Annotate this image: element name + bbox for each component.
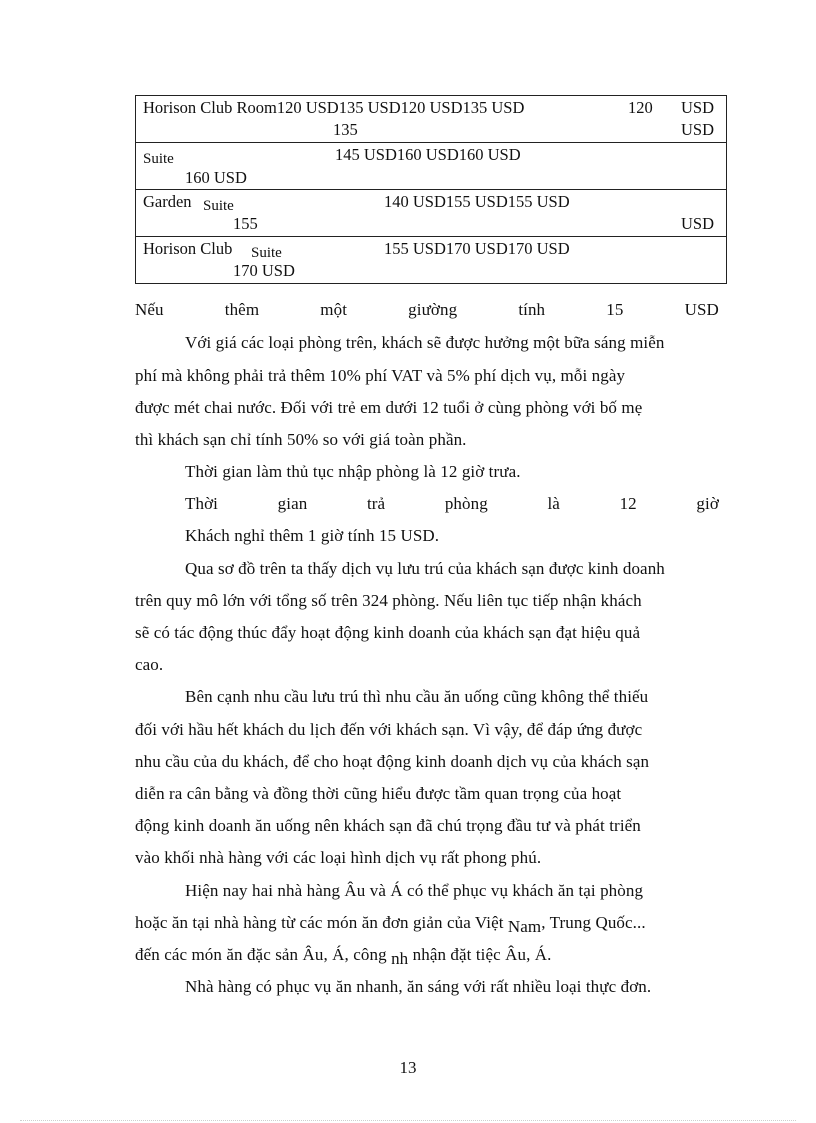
extra-hour-line: Khách nghỉ thêm 1 giờ tính 15 USD.: [185, 526, 440, 545]
paragraph-line: diễn ra cân bằng và đồng thời cũng hiểu được tầm quan trọng của hoạt: [135, 784, 622, 803]
currency-cell: USD: [681, 98, 715, 117]
word: giường: [408, 300, 458, 319]
room-name: Garden: [143, 192, 192, 211]
paragraph-line: động kinh doanh ăn uống nên khách sạn đã chú trọng đầu tư và phát triển: [135, 816, 641, 835]
word: trả: [366, 494, 386, 513]
room-name: Suite: [143, 151, 174, 167]
text-run: hoặc ăn tại nhà hàng từ các món ăn đơn giản của Việt: [135, 913, 508, 932]
paragraph-line: sẽ có tác động thúc đẩy hoạt động kinh doanh của khách sạn đạt hiệu quả: [135, 623, 641, 642]
table-row: [136, 189, 726, 236]
table-row: [136, 96, 726, 142]
word: một: [320, 300, 348, 319]
paragraph-line: Với giá các loại phòng trên, khách sẽ được hưởng một bữa sáng miễn: [185, 333, 665, 352]
price-cell: 135: [333, 120, 358, 139]
checkout-line: [185, 494, 719, 514]
paragraph-line: [135, 913, 719, 936]
price-list: 140 USD155 USD155 USD: [384, 192, 570, 211]
price-cell: 170 USD: [233, 261, 295, 280]
price-list: 155 USD170 USD170 USD: [384, 239, 570, 258]
text-run: nhận đặt tiệc Âu, Á.: [408, 945, 552, 964]
paragraph-line: nhu cầu của du khách, để cho hoạt động kinh doanh dịch vụ của khách sạn: [135, 752, 650, 771]
extra-bed-line: [135, 300, 719, 320]
table-row: [136, 236, 726, 283]
row-text: Horison Club Room120 USD135 USD120 USD135 USD: [143, 98, 525, 117]
price-list: 145 USD160 USD160 USD: [335, 145, 521, 164]
price-cell: 155: [233, 214, 258, 233]
room-name: Horison Club: [143, 239, 233, 258]
word: 15: [606, 300, 624, 319]
paragraph-line: [135, 945, 719, 968]
word: USD: [684, 300, 719, 319]
room-price-table: [135, 95, 727, 284]
room-name-part: Suite: [251, 245, 282, 261]
table-row: [136, 142, 726, 189]
text-run: nh: [391, 949, 409, 968]
word: 12: [619, 494, 637, 513]
paragraph-line: vào khối nhà hàng với các loại hình dịch vụ rất phong phú.: [135, 848, 542, 867]
currency-cell: USD: [681, 214, 715, 233]
room-name-part: Suite: [203, 198, 234, 214]
word: Nếu: [135, 300, 164, 319]
word: thêm: [224, 300, 260, 319]
page-number: 13: [399, 1058, 417, 1077]
checkin-line: Thời gian làm thủ tục nhập phòng là 12 giờ trưa.: [185, 462, 521, 481]
price-cell: 160 USD: [185, 168, 247, 187]
page-bottom-rule: [20, 1120, 796, 1121]
text-run: đến các món ăn đặc sản Âu, Á, công: [135, 945, 392, 964]
currency-cell: USD: [681, 120, 715, 139]
paragraph-line: Qua sơ đồ trên ta thấy dịch vụ lưu trú của khách sạn được kinh doanh: [185, 559, 665, 578]
word: phòng: [444, 494, 488, 513]
price-cell: 120: [628, 98, 653, 117]
word: Thời: [185, 494, 218, 513]
paragraph-line: Bên cạnh nhu cầu lưu trú thì nhu cầu ăn uống cũng không thể thiếu: [185, 687, 649, 706]
paragraph-line: Nhà hàng có phục vụ ăn nhanh, ăn sáng với rất nhiều loại thực đơn.: [185, 977, 652, 996]
paragraph-line: cao.: [135, 655, 164, 674]
word: tính: [518, 300, 546, 319]
paragraph-line: Hiện nay hai nhà hàng Âu và Á có thể phục vụ khách ăn tại phòng: [185, 881, 644, 900]
paragraph-line: đối với hầu hết khách du lịch đến với khách sạn. Vì vậy, để đáp ứng được: [135, 720, 643, 739]
word: giờ: [696, 494, 719, 513]
paragraph-line: trên quy mô lớn với tổng số trên 324 phòng. Nếu liên tục tiếp nhận khách: [135, 591, 642, 610]
paragraph-line: phí mà không phải trả thêm 10% phí VAT và 5% phí dịch vụ, mỗi ngày: [135, 366, 626, 385]
paragraph-line: thì khách sạn chỉ tính 50% so với giá toàn phần.: [135, 430, 467, 449]
paragraph-line: được mét chai nước. Đối với trẻ em dưới 12 tuổi ở cùng phòng với bố mẹ: [135, 398, 643, 417]
word: là: [547, 494, 560, 513]
word: gian: [277, 494, 308, 513]
text-run: Nam: [507, 917, 542, 936]
text-run: , Trung Quốc...: [541, 913, 646, 932]
